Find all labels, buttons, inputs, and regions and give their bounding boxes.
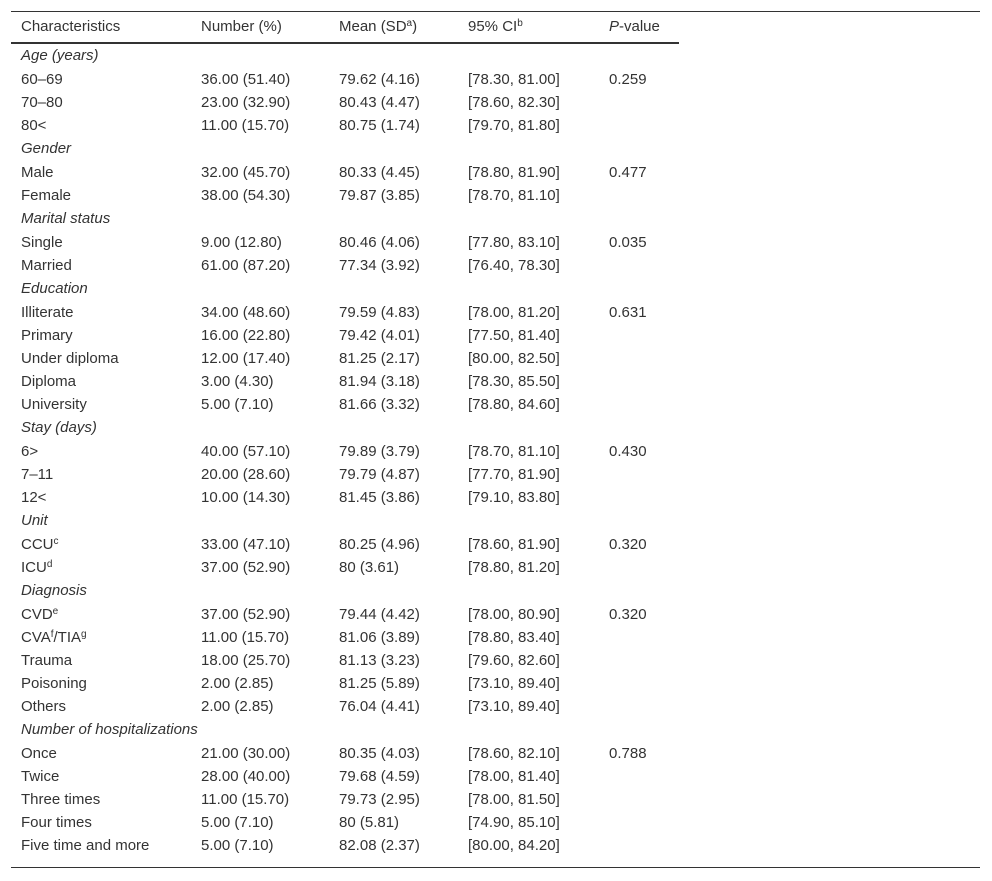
table-row — [11, 742, 679, 765]
cell-mean: 79.79 (4.87) — [339, 466, 420, 483]
cell-mean: 79.68 (4.59) — [339, 768, 420, 785]
row-label-footnote-2: g — [81, 629, 87, 640]
row-label-text: Five time and more — [21, 837, 150, 854]
table-row — [11, 649, 679, 672]
header-pvalue — [599, 12, 679, 43]
cell-number: 37.00 (52.90) — [201, 559, 291, 576]
cell-pvalue — [599, 370, 679, 393]
row-label — [11, 765, 191, 788]
row-label — [11, 370, 191, 393]
cell-pvalue: 0.477 — [609, 164, 647, 181]
cell-number: 36.00 (51.40) — [201, 71, 291, 88]
header-ci-footnote: b — [517, 18, 523, 29]
header-mean-footnote: a — [406, 18, 413, 29]
cell-pvalue: 0.035 — [609, 234, 647, 251]
row-label — [11, 486, 191, 509]
row-label — [11, 161, 191, 184]
row-label-text: Twice — [21, 768, 60, 785]
cell-pvalue — [599, 556, 679, 579]
group-header-row — [11, 137, 679, 161]
cell-ci: [78.80, 83.40] — [468, 629, 560, 646]
cell-number: 16.00 (22.80) — [201, 327, 291, 344]
header-ci-text: 95% CI — [468, 18, 518, 35]
cell-mean: 80.35 (4.03) — [339, 745, 420, 762]
cell-pvalue — [599, 695, 679, 718]
table-row — [11, 626, 679, 649]
table-row — [11, 370, 679, 393]
cell-pvalue — [599, 463, 679, 486]
cell-mean: 81.94 (3.18) — [339, 373, 420, 390]
cell-mean: 82.08 (2.37) — [339, 837, 420, 854]
row-label-text: Under diploma — [21, 350, 119, 367]
table-row — [11, 347, 679, 370]
cell-pvalue: 0.631 — [609, 304, 647, 321]
row-label — [11, 440, 191, 463]
cell-mean: 79.89 (3.79) — [339, 443, 420, 460]
table-row — [11, 463, 679, 486]
cell-number: 5.00 (7.10) — [201, 396, 274, 413]
table-row — [11, 184, 679, 207]
header-pvalue-p: P — [609, 18, 620, 35]
cell-number: 28.00 (40.00) — [201, 768, 291, 785]
row-label-text: CCU — [21, 536, 54, 553]
table-body — [11, 43, 679, 857]
group-header-row — [11, 277, 679, 301]
cell-number: 11.00 (15.70) — [201, 791, 290, 808]
cell-pvalue — [599, 834, 679, 857]
cell-ci: [80.00, 82.50] — [468, 350, 560, 367]
cell-number: 61.00 (87.20) — [201, 257, 291, 274]
cell-mean: 79.42 (4.01) — [339, 327, 420, 344]
row-label-text: 60–69 — [21, 71, 63, 88]
cell-pvalue — [599, 347, 679, 370]
row-label-text: Primary — [21, 327, 73, 344]
row-label — [11, 393, 191, 416]
cell-mean: 79.59 (4.83) — [339, 304, 420, 321]
cell-pvalue — [599, 788, 679, 811]
row-label-text: 6> — [21, 443, 39, 460]
group-title: Number of hospitalizations — [21, 721, 198, 738]
row-label — [11, 603, 191, 626]
table-row — [11, 486, 679, 509]
cell-number: 18.00 (25.70) — [201, 652, 291, 669]
cell-pvalue — [599, 649, 679, 672]
table-row — [11, 811, 679, 834]
cell-ci: [77.80, 83.10] — [468, 234, 560, 251]
cell-ci: [77.70, 81.90] — [468, 466, 560, 483]
cell-ci: [74.90, 85.10] — [468, 814, 560, 831]
cell-mean: 81.25 (5.89) — [339, 675, 420, 692]
cell-pvalue — [599, 91, 679, 114]
cell-pvalue — [599, 765, 679, 788]
cell-pvalue — [599, 672, 679, 695]
header-mean — [329, 12, 458, 43]
cell-ci: [78.30, 81.00] — [468, 71, 560, 88]
cell-ci: [78.60, 82.10] — [468, 745, 560, 762]
row-label-text: CVD — [21, 606, 53, 623]
header-mean-close: ) — [412, 18, 418, 35]
table-row — [11, 301, 679, 324]
cell-ci: [78.00, 81.20] — [468, 304, 560, 321]
cell-mean: 80.46 (4.06) — [339, 234, 420, 251]
cell-ci: [78.30, 85.50] — [468, 373, 560, 390]
row-label — [11, 114, 191, 137]
row-label-text: 80< — [21, 117, 47, 134]
row-label-footnote: f — [50, 629, 54, 640]
cell-number: 2.00 (2.85) — [201, 698, 274, 715]
table-row — [11, 834, 679, 857]
row-label — [11, 91, 191, 114]
table-row — [11, 440, 679, 463]
table-row — [11, 161, 679, 184]
cell-ci: [79.70, 81.80] — [468, 117, 560, 134]
row-label-text: Married — [21, 257, 72, 274]
row-label-text: University — [21, 396, 87, 413]
cell-pvalue — [599, 254, 679, 277]
cell-number: 20.00 (28.60) — [201, 466, 291, 483]
cell-mean: 80.75 (1.74) — [339, 117, 420, 134]
cell-mean: 80 (5.81) — [339, 814, 400, 831]
table-row — [11, 114, 679, 137]
cell-ci: [79.60, 82.60] — [468, 652, 560, 669]
cell-ci: [78.80, 84.60] — [468, 396, 560, 413]
cell-mean: 80.43 (4.47) — [339, 94, 420, 111]
cell-pvalue: 0.259 — [609, 71, 647, 88]
table-row — [11, 788, 679, 811]
group-header-row — [11, 416, 679, 440]
table-row — [11, 254, 679, 277]
cell-number: 10.00 (14.30) — [201, 489, 291, 506]
row-label-text: 12< — [21, 489, 47, 506]
row-label-text: Trauma — [21, 652, 73, 669]
cell-number: 5.00 (7.10) — [201, 814, 274, 831]
group-title: Education — [21, 280, 88, 297]
cell-number: 11.00 (15.70) — [201, 117, 290, 134]
cell-mean: 81.45 (3.86) — [339, 489, 420, 506]
cell-number: 33.00 (47.10) — [201, 536, 291, 553]
group-title: Stay (days) — [21, 419, 97, 436]
row-label-text: CVA — [21, 629, 51, 646]
cell-pvalue — [599, 811, 679, 834]
group-header-row — [11, 43, 679, 68]
table-row — [11, 556, 679, 579]
cell-number: 34.00 (48.60) — [201, 304, 291, 321]
table-row — [11, 695, 679, 718]
cell-pvalue: 0.430 — [609, 443, 647, 460]
cell-number: 32.00 (45.70) — [201, 164, 291, 181]
row-label-text: Male — [21, 164, 54, 181]
cell-ci: [78.60, 81.90] — [468, 536, 560, 553]
row-label-text: Diploma — [21, 373, 77, 390]
row-label-text: Single — [21, 234, 63, 251]
cell-ci: [80.00, 84.20] — [468, 837, 560, 854]
cell-mean: 76.04 (4.41) — [339, 698, 420, 715]
group-title: Unit — [21, 512, 48, 529]
table-row — [11, 231, 679, 254]
table-row — [11, 603, 679, 626]
cell-mean: 80 (3.61) — [339, 559, 400, 576]
table-row — [11, 672, 679, 695]
row-label — [11, 556, 191, 579]
header-mean-text: Mean (SD — [339, 18, 407, 35]
cell-ci: [78.80, 81.90] — [468, 164, 560, 181]
cell-ci: [79.10, 83.80] — [468, 489, 560, 506]
row-label — [11, 695, 191, 718]
cell-mean: 81.13 (3.23) — [339, 652, 420, 669]
cell-mean: 80.25 (4.96) — [339, 536, 420, 553]
row-label-footnote: e — [52, 606, 59, 617]
header-characteristics: Characteristics — [11, 12, 191, 43]
row-label-text: Once — [21, 745, 57, 762]
cell-pvalue: 0.788 — [609, 745, 647, 762]
row-label — [11, 788, 191, 811]
table-row — [11, 533, 679, 556]
cell-pvalue — [599, 324, 679, 347]
group-title: Age (years) — [21, 47, 99, 64]
cell-mean: 81.25 (2.17) — [339, 350, 420, 367]
row-label-text: 7–11 — [21, 466, 54, 483]
row-label — [11, 533, 191, 556]
cell-number: 37.00 (52.90) — [201, 606, 291, 623]
table-row — [11, 91, 679, 114]
cell-number: 2.00 (2.85) — [201, 675, 274, 692]
group-header-row — [11, 207, 679, 231]
row-label — [11, 324, 191, 347]
cell-ci: [73.10, 89.40] — [468, 675, 560, 692]
header-pvalue-rest: -value — [619, 18, 660, 35]
cell-number: 38.00 (54.30) — [201, 187, 291, 204]
table-row — [11, 68, 679, 91]
row-label-text: Others — [21, 698, 67, 715]
cell-mean: 79.87 (3.85) — [339, 187, 420, 204]
cell-number: 5.00 (7.10) — [201, 837, 274, 854]
cell-number: 23.00 (32.90) — [201, 94, 291, 111]
cell-ci: [78.70, 81.10] — [468, 187, 560, 204]
group-header-row — [11, 509, 679, 533]
cell-number: 40.00 (57.10) — [201, 443, 291, 460]
row-label — [11, 254, 191, 277]
row-label — [11, 68, 191, 91]
row-label — [11, 811, 191, 834]
cell-mean: 81.06 (3.89) — [339, 629, 420, 646]
row-label — [11, 834, 191, 857]
cell-ci: [78.60, 82.30] — [468, 94, 560, 111]
group-title: Diagnosis — [21, 582, 87, 599]
row-label — [11, 742, 191, 765]
row-label-extra: /TIA — [53, 629, 82, 646]
row-label — [11, 301, 191, 324]
cell-ci: [78.80, 81.20] — [468, 559, 560, 576]
row-label — [11, 463, 191, 486]
cell-pvalue — [599, 626, 679, 649]
cell-mean: 79.44 (4.42) — [339, 606, 420, 623]
header-number: Number (%) — [191, 12, 329, 43]
cell-pvalue — [599, 393, 679, 416]
table-row — [11, 324, 679, 347]
table-row — [11, 393, 679, 416]
cell-number: 9.00 (12.80) — [201, 234, 282, 251]
row-label-footnote: d — [46, 559, 53, 570]
header-ci — [458, 12, 599, 43]
row-label — [11, 649, 191, 672]
row-label — [11, 184, 191, 207]
group-header-row — [11, 579, 679, 603]
cell-number: 11.00 (15.70) — [201, 629, 290, 646]
row-label-text: Three times — [21, 791, 101, 808]
row-label — [11, 672, 191, 695]
cell-pvalue — [599, 184, 679, 207]
group-header-row — [11, 718, 679, 742]
cell-ci: [78.00, 81.50] — [468, 791, 560, 808]
header-row — [11, 12, 679, 43]
table-frame — [11, 11, 980, 868]
table-row — [11, 765, 679, 788]
cell-mean: 81.66 (3.32) — [339, 396, 420, 413]
cell-mean: 79.73 (2.95) — [339, 791, 420, 808]
cell-ci: [78.70, 81.10] — [468, 443, 560, 460]
row-label-text: Poisoning — [21, 675, 87, 692]
row-label-text: 70–80 — [21, 94, 63, 111]
cell-ci: [78.00, 81.40] — [468, 768, 560, 785]
cell-ci: [76.40, 78.30] — [468, 257, 560, 274]
cell-pvalue — [599, 114, 679, 137]
cell-pvalue: 0.320 — [609, 536, 647, 553]
cell-pvalue: 0.320 — [609, 606, 647, 623]
cell-mean: 80.33 (4.45) — [339, 164, 420, 181]
row-label-text: Four times — [21, 814, 92, 831]
cell-mean: 77.34 (3.92) — [339, 257, 420, 274]
cell-ci: [73.10, 89.40] — [468, 698, 560, 715]
cell-mean: 79.62 (4.16) — [339, 71, 420, 88]
cell-ci: [77.50, 81.40] — [468, 327, 560, 344]
cell-number: 21.00 (30.00) — [201, 745, 291, 762]
cell-pvalue — [599, 486, 679, 509]
characteristics-table — [11, 12, 679, 857]
group-title: Gender — [21, 140, 72, 157]
row-label-text: Female — [21, 187, 72, 204]
group-title: Marital status — [21, 210, 111, 227]
row-label — [11, 231, 191, 254]
row-label-text: Illiterate — [21, 304, 74, 321]
cell-number: 3.00 (4.30) — [201, 373, 274, 390]
cell-ci: [78.00, 80.90] — [468, 606, 560, 623]
cell-number: 12.00 (17.40) — [201, 350, 291, 367]
row-label — [11, 347, 191, 370]
row-label-footnote: c — [53, 536, 59, 547]
row-label-text: ICU — [21, 559, 47, 576]
row-label — [11, 626, 191, 649]
